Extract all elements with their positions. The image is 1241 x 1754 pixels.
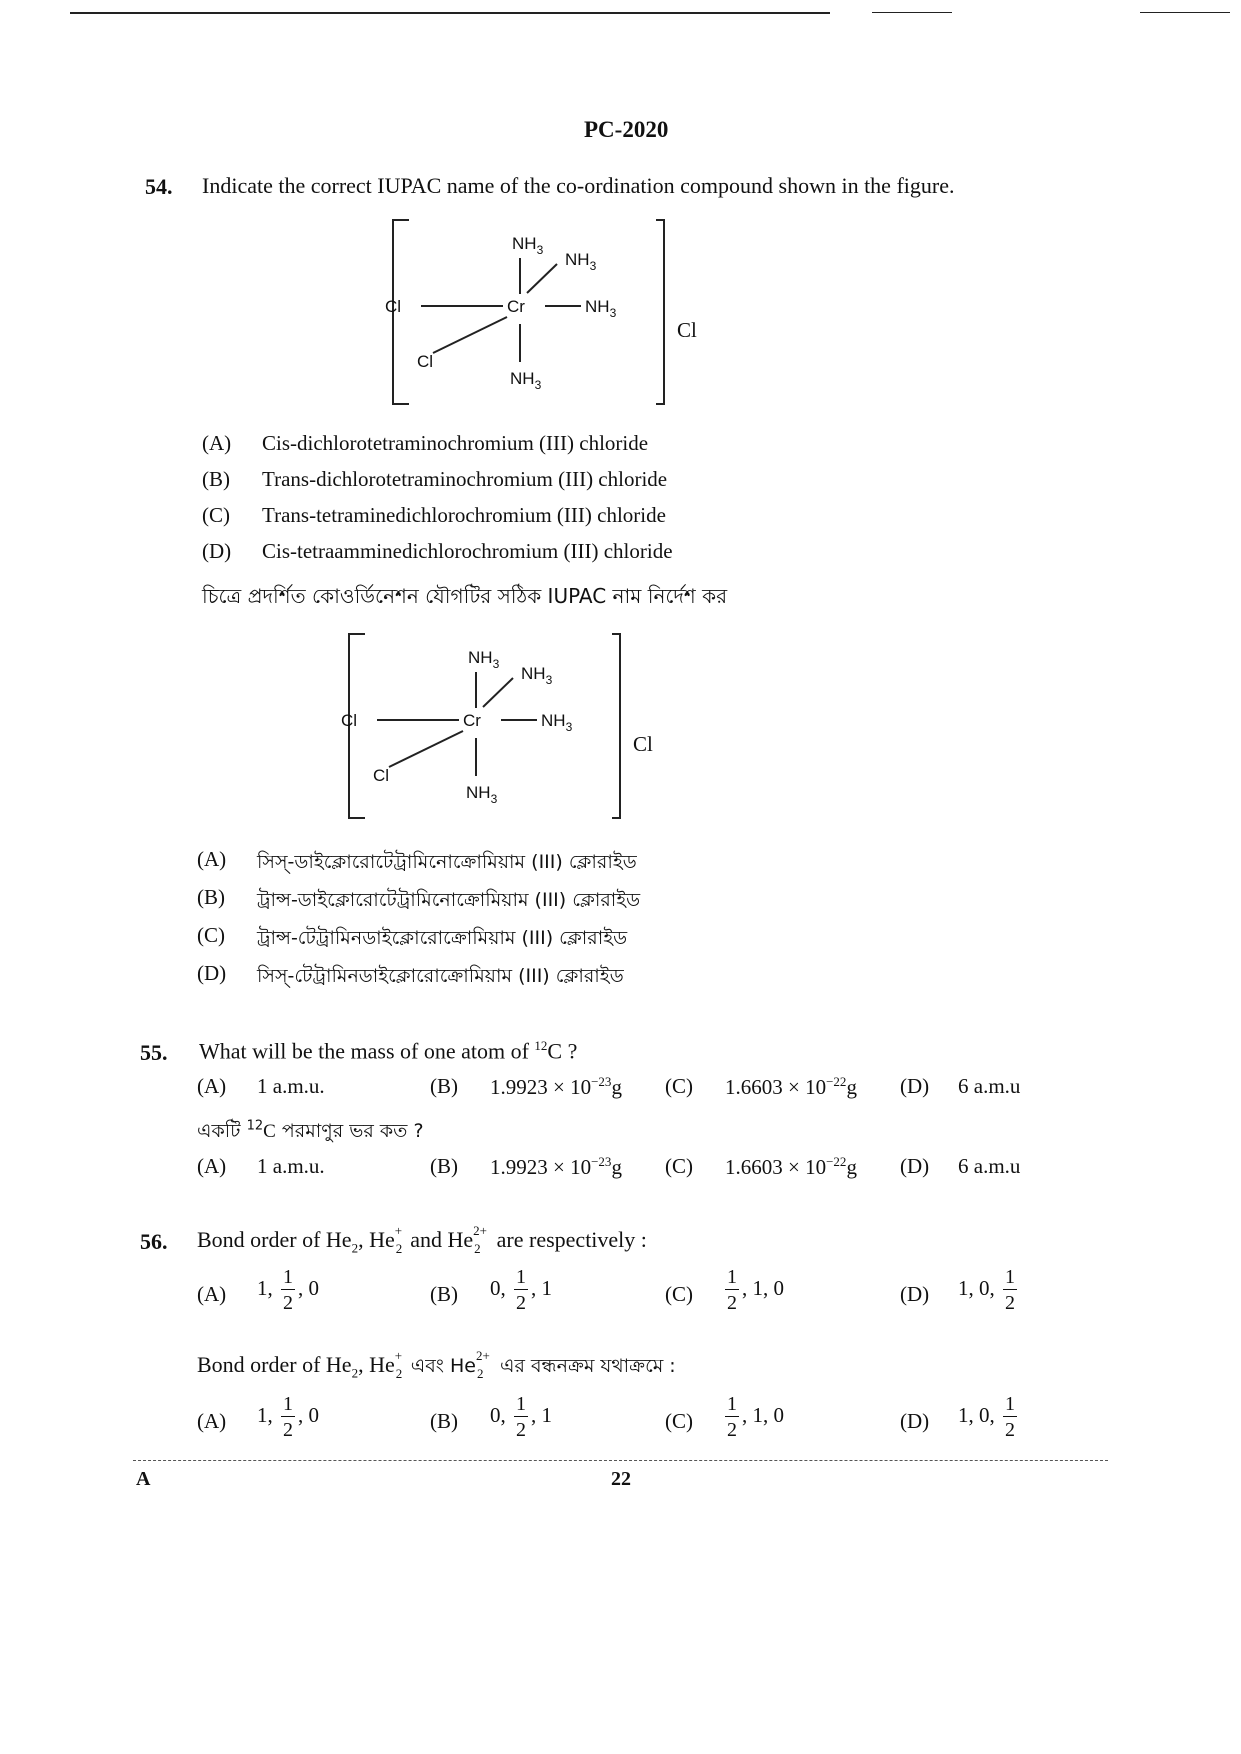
q56-option-bn-b-value: 0, $\frac{1}{2}$ , 1 (490, 1393, 552, 1441)
q56-option-c-value: $\frac{1}{2}$ , 1, 0 (727, 1266, 784, 1314)
q55-text-bn-post: পরমাণুর ভর কত ? (275, 1120, 424, 1142)
q55-option-bn-b-text (490, 1154, 622, 1180)
q54-option-b-text: Trans-dichlorotetraminochromium (III) chloride (262, 467, 668, 491)
q55-option-bn-c-exp: −22 (826, 1154, 847, 1169)
q55-text (199, 1038, 577, 1064)
q55-option-c-label: (C) (665, 1074, 693, 1098)
q55-option-bn-a-label: (A) (197, 1154, 227, 1178)
fraction: $\frac{1}{2}$ (516, 1393, 526, 1441)
ligand-nh3-upper-right: $NH_3$ (521, 664, 553, 687)
q55-option-b-unit: g (611, 1075, 622, 1099)
q55-option-c-text (725, 1074, 857, 1100)
q55-option-bn-c-text (725, 1154, 857, 1180)
q56-sub-1: 2 (351, 1240, 359, 1256)
q56-bn-ion-twoplus: 2+ 2 (476, 1348, 490, 1381)
q55-isotope-mass-bn: 12 (246, 1118, 264, 1134)
q54-option-bn-a-label: (A) (197, 847, 227, 871)
q55-option-bn-b-label: (B) (430, 1154, 458, 1178)
q55-isotope-symbol-bn: C (263, 1121, 276, 1142)
q56-option-b-label: (B) (430, 1282, 458, 1306)
q55-option-bn-b-base: 1.9923 × 10 (490, 1155, 592, 1179)
q55-option-c-base: 1.6603 × 10 (725, 1075, 827, 1099)
q55-text-post: ? (562, 1038, 578, 1064)
ligand-nh3-right: $NH_3$ (541, 711, 573, 734)
q56-ion-twoplus: 2+ 2 (473, 1223, 487, 1256)
metal-cr: Cr (463, 711, 481, 730)
q55-number: 55. (140, 1040, 168, 1065)
q56-option-b-value: 0, $\frac{1}{2}$ , 1 (490, 1266, 552, 1314)
ligand-nh3-bottom: $NH_3$ (510, 369, 542, 392)
q55-option-b-exp: −23 (591, 1074, 612, 1089)
fraction: $\frac{1}{2}$ (516, 1266, 526, 1314)
q55-option-c-unit: g (846, 1075, 857, 1099)
q54-option-bn-a-text: সিস্-ডাইক্লোরোটেট্রামিনোক্রোমিয়াম (III) ক্লোরাইড (257, 851, 637, 873)
q56-option-bn-b-label: (B) (430, 1409, 458, 1433)
ligand-cl-lower: Cl (373, 766, 390, 785)
fraction: $\frac{1}{2}$ (727, 1266, 737, 1314)
ligand-cl-left: Cl (385, 297, 402, 316)
q55-option-d-text: 6 a.m.u (958, 1074, 1021, 1098)
q56-bn-ion-plus: + 2 (394, 1348, 403, 1381)
q56-option-a-value: 1, $\frac{1}{2}$ , 0 (257, 1266, 319, 1314)
top-rule-far-right (1140, 12, 1230, 13)
ligand-nh3-bottom: $NH_3$ (466, 783, 498, 806)
q54-option-bn-b-label: (B) (197, 885, 225, 909)
q56-option-a-label: (A) (197, 1282, 227, 1306)
q54-option-d-label: (D) (202, 539, 232, 563)
ligand-nh3-upper-right: $NH_3$ (565, 250, 597, 273)
q54-structure-en (385, 214, 685, 409)
q56-text (197, 1223, 647, 1256)
paper-code: PC-2020 (584, 117, 669, 142)
q56-option-bn-c-value: $\frac{1}{2}$ , 1, 0 (727, 1393, 784, 1441)
ligand-cl-left: Cl (341, 711, 358, 730)
q56-option-bn-d-value: 1, 0, $\frac{1}{2}$ (958, 1393, 1015, 1441)
q54-option-b-label: (B) (202, 467, 230, 491)
q54-option-d-text: Cis-tetraamminedichlorochromium (III) chloride (262, 539, 673, 563)
q55-option-bn-b-exp: −23 (591, 1154, 612, 1169)
q55-text-bn (197, 1117, 424, 1149)
q54-option-c-text: Trans-tetraminedichlorochromium (III) chloride (262, 503, 666, 527)
q54-option-bn-c-text: ট্রান্স-টেট্রামিনডাইক্লোরোক্রোমিয়াম (III) ক্লোরাইড (257, 927, 628, 949)
q56-option-d-value: 1, 0, $\frac{1}{2}$ (958, 1266, 1015, 1314)
q56-text-bn: Bond order of $He_2$, He + 2 এবং He 2+ 2 এর বন্ধনক্রম যথাক্রমে : (197, 1348, 676, 1381)
q54-option-bn-d-label: (D) (197, 961, 227, 985)
q54-counter-ion-en: Cl (677, 318, 697, 342)
ligand-cl-lower: Cl (417, 352, 434, 371)
q55-option-b-text (490, 1074, 622, 1100)
q56-option-bn-a-label: (A) (197, 1409, 227, 1433)
q54-counter-ion-bn: Cl (633, 732, 653, 756)
q55-text-pre: What will be the mass of one atom of (199, 1038, 535, 1064)
q55-option-bn-c-label: (C) (665, 1154, 693, 1178)
q55-option-c-exp: −22 (826, 1074, 847, 1089)
ligand-nh3-top: $NH_3$ (512, 234, 544, 257)
q55-option-bn-d-label: (D) (900, 1154, 930, 1178)
q56-text-mid2: and He (404, 1227, 474, 1252)
q56-option-bn-d-label: (D) (900, 1409, 930, 1433)
q55-option-b-base: 1.9923 × 10 (490, 1075, 592, 1099)
q56-text-mid1: , He (358, 1227, 395, 1252)
page-number: 22 (611, 1468, 631, 1490)
q56-ion-plus: + 2 (394, 1223, 403, 1256)
q55-option-a-label: (A) (197, 1074, 227, 1098)
fraction: $\frac{1}{2}$ (1005, 1393, 1015, 1441)
q56-option-d-label: (D) (900, 1282, 930, 1306)
fraction: $\frac{1}{2}$ (283, 1393, 293, 1441)
fraction: $\frac{1}{2}$ (1005, 1266, 1015, 1314)
q55-option-bn-c-base: 1.6603 × 10 (725, 1155, 827, 1179)
footer-set-code: A (136, 1468, 151, 1490)
q54-option-bn-c-label: (C) (197, 923, 225, 947)
q56-text-post: are respectively : (491, 1227, 647, 1252)
top-rule (70, 12, 830, 14)
q54-option-a-label: (A) (202, 431, 232, 455)
q55-option-bn-c-unit: g (846, 1155, 857, 1179)
top-rule-right (872, 12, 952, 13)
q55-option-bn-d-text: 6 a.m.u (958, 1154, 1021, 1178)
q54-number: 54. (145, 174, 173, 199)
q55-isotope-mass: 12 (534, 1038, 548, 1053)
q56-option-bn-a-value: 1, $\frac{1}{2}$ , 0 (257, 1393, 319, 1441)
q54-option-a-text: Cis-dichlorotetraminochromium (III) chloride (262, 431, 649, 455)
q56-option-bn-c-label: (C) (665, 1409, 693, 1433)
fraction: $\frac{1}{2}$ (283, 1266, 293, 1314)
ligand-nh3-top: $NH_3$ (468, 648, 500, 671)
footer-rule (133, 1460, 1108, 1461)
q54-option-bn-b-text: ট্রান্স-ডাইক্লোরোটেট্রামিনোক্রোমিয়াম (III) ক্লোরাইড (257, 889, 641, 911)
q56-number: 56. (140, 1229, 168, 1254)
q55-option-d-label: (D) (900, 1074, 930, 1098)
q54-text: Indicate the correct IUPAC name of the co-ordination compound shown in the figure. (202, 173, 955, 198)
q54-structure-bn (341, 628, 641, 823)
q55-text-bn-pre: একটি (197, 1120, 247, 1142)
q56-option-c-label: (C) (665, 1282, 693, 1306)
q55-option-bn-b-unit: g (611, 1155, 622, 1179)
q55-option-b-label: (B) (430, 1074, 458, 1098)
q54-option-bn-d-text: সিস্-টেট্রামিনডাইক্লোরোক্রোমিয়াম (III) ক্লোরাইড (257, 965, 624, 987)
q54-text-bn: চিত্রে প্রদর্শিত কোওর্ডিনেশন যৌগটির সঠিক IUPAC নাম নির্দেশ কর (202, 584, 728, 608)
q55-option-bn-a-text: 1 a.m.u. (257, 1154, 325, 1178)
q55-option-a-text: 1 a.m.u. (257, 1074, 325, 1098)
q56-text-pre: Bond order of He (197, 1227, 352, 1252)
q55-isotope-symbol: C (547, 1038, 563, 1064)
ligand-nh3-right: $NH_3$ (585, 297, 617, 320)
fraction: $\frac{1}{2}$ (727, 1393, 737, 1441)
metal-cr: Cr (507, 297, 525, 316)
q54-option-c-label: (C) (202, 503, 230, 527)
